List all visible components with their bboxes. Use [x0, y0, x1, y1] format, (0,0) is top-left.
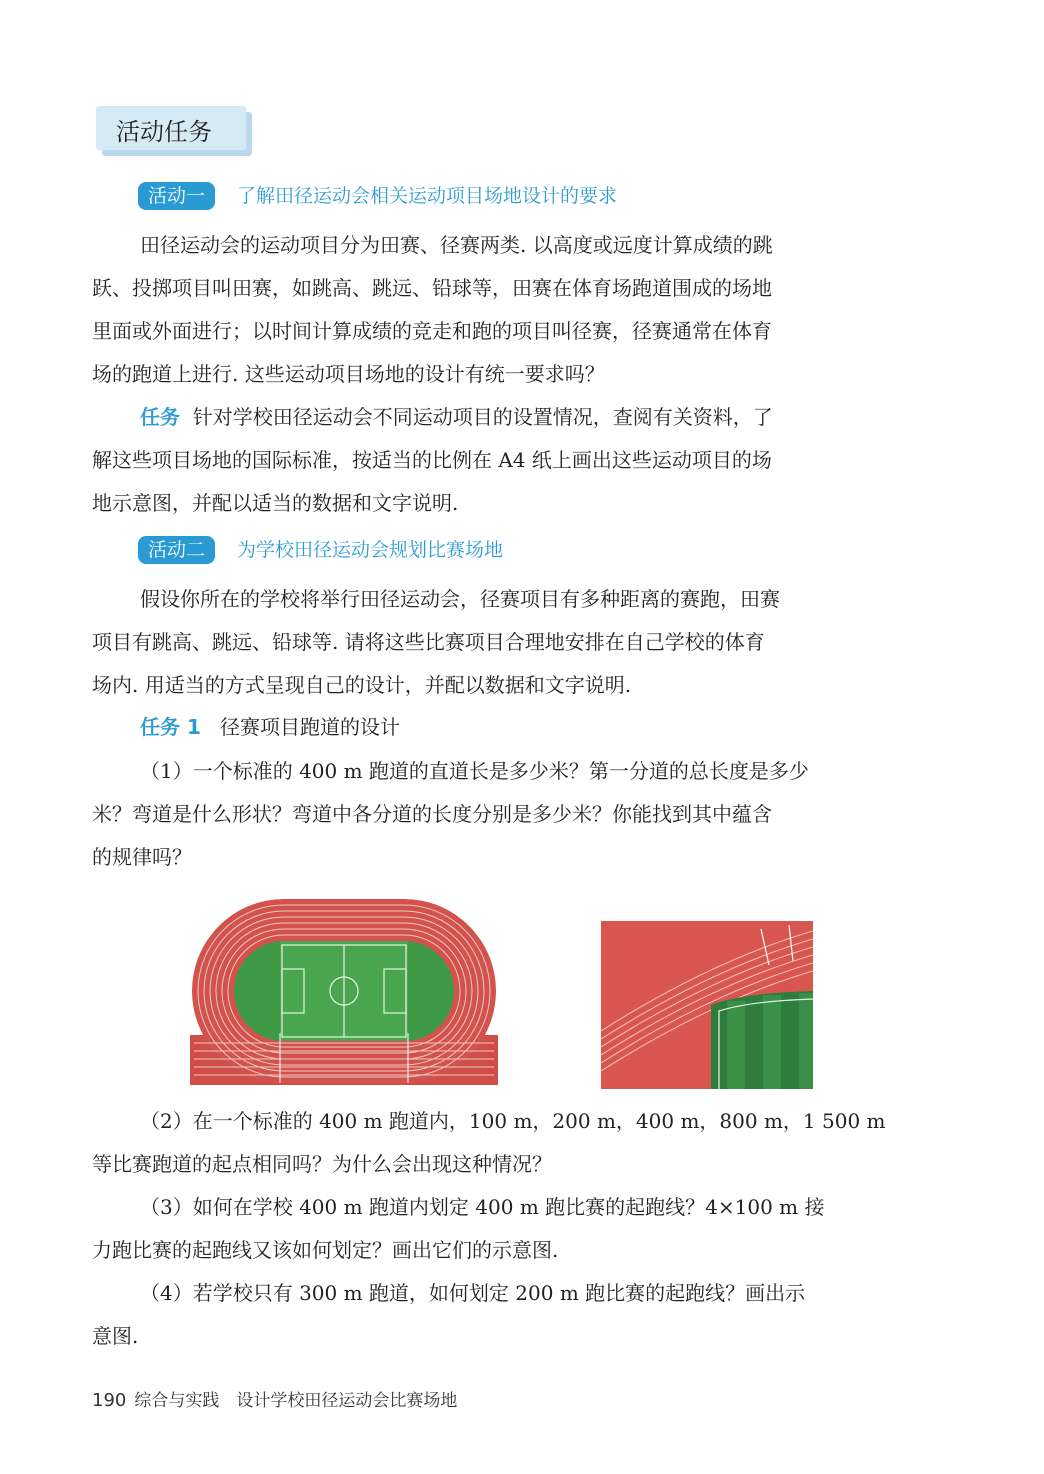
question-3 — [92, 1186, 912, 1272]
activity1-task — [92, 396, 912, 525]
task-label: 任务 — [140, 405, 180, 429]
text-line: 里面或外面进行；以时间计算成绩的竞走和跑的项目叫径赛，径赛通常在体育 — [92, 319, 772, 343]
task1-label: 任务 1 — [140, 715, 201, 739]
text-line: 地示意图，并配以适当的数据和文字说明. — [92, 491, 459, 515]
section-badge — [96, 106, 246, 150]
text-line: （3）如何在学校 400 m 跑道内划定 400 m 跑比赛的起跑线？4×100 m 接 — [140, 1195, 825, 1219]
question-2 — [92, 1100, 912, 1186]
text-line: 米？弯道是什么形状？弯道中各分道的长度分别是多少米？你能找到其中蕴含 — [92, 802, 772, 826]
text-line: 场内. 用适当的方式呈现自己的设计，并配以数据和文字说明. — [92, 673, 632, 697]
text-line: 跃、投掷项目叫田赛，如跳高、跳远、铅球等，田赛在体育场跑道围成的场地 — [92, 276, 772, 300]
text-line: （2）在一个标准的 400 m 跑道内，100 m，200 m，400 m，800 m，1 500 m — [140, 1109, 886, 1133]
text-line: 假设你所在的学校将举行田径运动会，径赛项目有多种距离的赛跑，田赛 — [140, 587, 780, 611]
text-line: 解这些项目场地的国际标准，按适当的比例在 A4 纸上画出这些运动项目的场 — [92, 448, 772, 472]
activity2-title: 为学校田径运动会规划比赛场地 — [237, 539, 504, 561]
question-1 — [92, 750, 912, 879]
activity2-heading — [138, 536, 503, 566]
activity1-intro — [92, 224, 912, 396]
page-number: 190 — [92, 1390, 127, 1411]
activity1-title: 了解田径运动会相关运动项目场地设计的要求 — [237, 185, 618, 207]
footer-text: 综合与实践 设计学校田径运动会比赛场地 — [134, 1391, 458, 1411]
text-line: 场的跑道上进行. 这些运动项目场地的设计有统一要求吗？ — [92, 362, 605, 386]
text-line: 田径运动会的运动项目分为田赛、径赛两类. 以高度或远度计算成绩的跳 — [140, 233, 773, 257]
activity2-badge: 活动二 — [138, 536, 215, 564]
question-4 — [92, 1272, 912, 1358]
text-line: 的规律吗？ — [92, 845, 192, 869]
section-title: 活动任务 — [116, 118, 212, 146]
text-line: 等比赛跑道的起点相同吗？为什么会出现这种情况？ — [92, 1152, 552, 1176]
activity2-intro — [92, 578, 912, 707]
text-line: 意图. — [92, 1324, 139, 1348]
text-line: 针对学校田径运动会不同运动项目的设置情况，查阅有关资料，了 — [192, 405, 773, 429]
page-footer — [92, 1386, 457, 1411]
text-line: （1）一个标准的 400 m 跑道的直道长是多少米？第一分道的总长度是多少 — [140, 759, 809, 783]
task1-title: 径赛项目跑道的设计 — [219, 715, 400, 739]
text-line: 力跑比赛的起跑线又该如何划定？画出它们的示意图. — [92, 1238, 559, 1262]
stadium-track-illustration — [188, 893, 500, 1085]
activity1-badge: 活动一 — [138, 182, 215, 210]
text-line: （4）若学校只有 300 m 跑道，如何划定 200 m 跑比赛的起跑线？画出示 — [140, 1281, 806, 1305]
text-line: 项目有跳高、跳远、铅球等. 请将这些比赛项目合理地安排在自己学校的体育 — [92, 630, 765, 654]
track-curve-closeup-illustration — [601, 921, 813, 1089]
activity1-heading — [138, 182, 617, 212]
task1-heading — [92, 706, 912, 749]
